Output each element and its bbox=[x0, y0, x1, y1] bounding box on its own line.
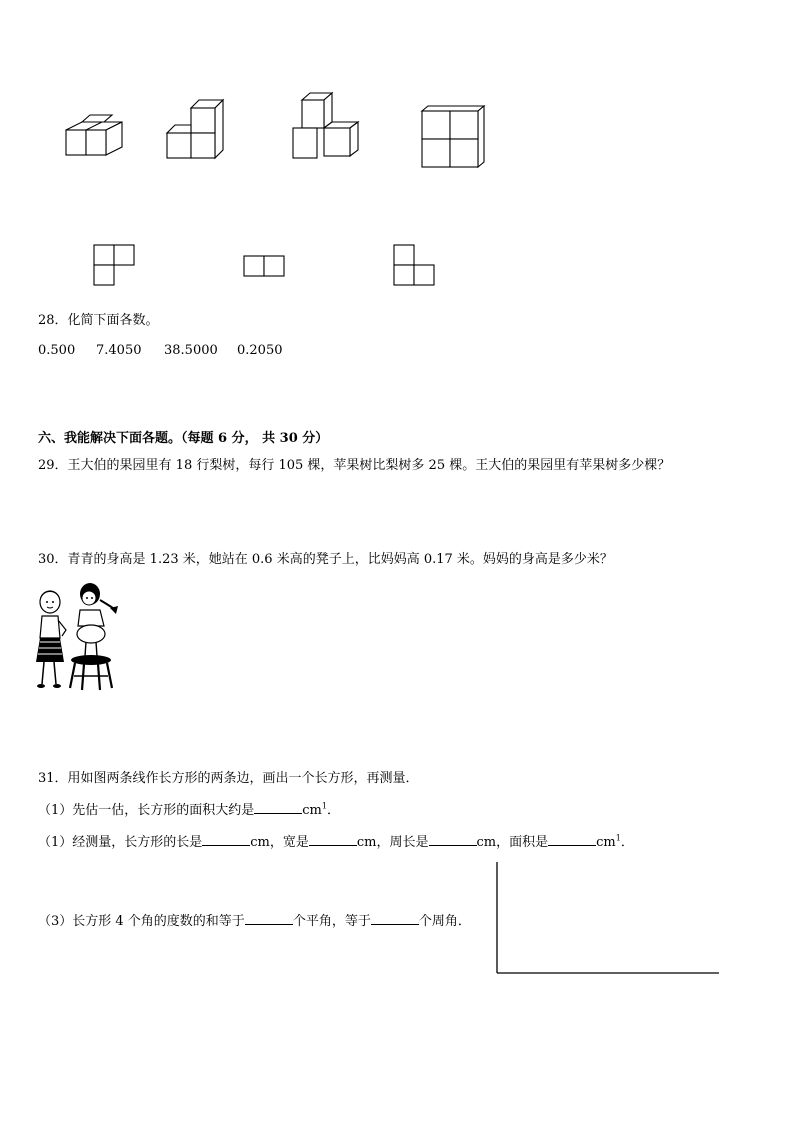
girl-and-mother-illustration bbox=[34, 580, 124, 695]
unit-label: cm bbox=[302, 803, 322, 818]
view-figure-3 bbox=[393, 244, 437, 288]
number-item: 0.2050 bbox=[237, 343, 283, 358]
part-2-prefix: （1）经测量，长方形的长是 bbox=[38, 835, 203, 850]
part-3-prefix: （3）长方形 4 个角的度数的和等于 bbox=[38, 914, 245, 929]
question-31-part-2 bbox=[38, 833, 634, 851]
line-end: ． bbox=[620, 835, 634, 850]
view-figure-1 bbox=[93, 244, 137, 288]
cube-figure-1 bbox=[60, 110, 130, 160]
rectangle-sides-figure bbox=[495, 860, 723, 976]
question-31-title: 31．用如图两条线作长方形的两条边，画出一个长方形，再测量． bbox=[38, 771, 419, 786]
question-28-title: 28．化简下面各数。 bbox=[38, 313, 159, 328]
unit-superscript: 1 bbox=[615, 833, 621, 843]
cube-figure-4 bbox=[418, 105, 488, 171]
question-31-part-3 bbox=[38, 912, 471, 930]
question-30-text: 30．青青的身高是 1.23 米，她站在 0.6 米高的凳子上，比妈妈高 0.17 米。妈妈的身高是多少米？ bbox=[38, 552, 613, 567]
length-blank[interactable] bbox=[202, 833, 250, 846]
question-29-text: 29．王大伯的果园里有 18 行梨树，每行 105 棵，苹果树比梨树多 25 棵。王大伯的果园里有苹果树多少棵？ bbox=[38, 458, 671, 473]
part-3-end: 个周角． bbox=[418, 914, 471, 929]
area-label: cm，面积是 bbox=[476, 835, 549, 850]
perimeter-blank[interactable] bbox=[429, 833, 477, 846]
perimeter-label: cm，周长是 bbox=[356, 835, 429, 850]
part-3-middle: 个平角，等于 bbox=[292, 914, 371, 929]
estimate-area-blank[interactable] bbox=[254, 801, 302, 814]
question-28-numbers bbox=[38, 343, 283, 359]
number-item: 7.4050 bbox=[96, 343, 142, 358]
part-1-prefix: （1）先估一估，长方形的面积大约是 bbox=[38, 803, 255, 818]
number-item: 0.500 bbox=[38, 343, 76, 358]
section-6-heading: 六、我能解决下面各题。（每题 6 分， 共 30 分） bbox=[38, 431, 329, 446]
cube-figure-2 bbox=[163, 98, 233, 160]
cube-figure-3 bbox=[290, 92, 364, 164]
area-blank[interactable] bbox=[548, 833, 596, 846]
width-blank[interactable] bbox=[309, 833, 357, 846]
view-figure-2 bbox=[243, 255, 287, 279]
unit-label: cm bbox=[596, 835, 616, 850]
unit-superscript: 1 bbox=[321, 801, 327, 811]
straight-angle-blank[interactable] bbox=[245, 912, 293, 925]
line-end: ． bbox=[326, 803, 340, 818]
width-label: cm，宽是 bbox=[250, 835, 309, 850]
number-item: 38.5000 bbox=[164, 343, 218, 358]
full-angle-blank[interactable] bbox=[371, 912, 419, 925]
question-31-part-1 bbox=[38, 801, 340, 819]
